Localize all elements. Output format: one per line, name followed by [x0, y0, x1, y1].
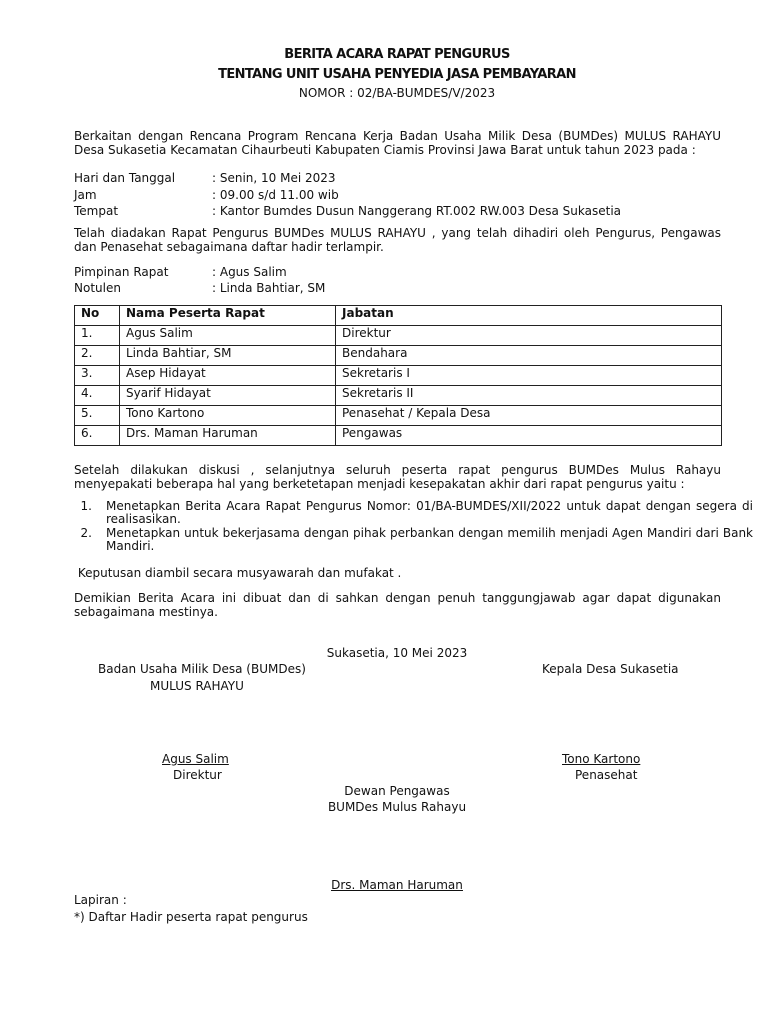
table-row: [75, 366, 722, 386]
cell-name: Agus Salim: [120, 326, 336, 346]
official-value-chair: : Agus Salim: [212, 265, 287, 279]
detail-label-time: Jam: [74, 188, 97, 202]
column-header-no: No: [75, 306, 120, 326]
closing-paragraph: Demikian Berita Acara ini dibuat dan di sahkan dengan penuh tanggungjawab agar dapat digunakan sebagaimana mestinya.: [74, 591, 721, 619]
list-item: [80, 526, 753, 553]
left-signatory-role: Direktur: [173, 768, 222, 782]
cell-no: 3.: [75, 366, 120, 386]
official-label-notulen: Notulen: [74, 281, 121, 295]
decision-text: Menetapkan Berita Acara Rapat Pengurus Nomor: 01/BA-BUMDES/XII/2022 untuk dapat dengan segera di realisasikan.: [106, 499, 753, 526]
cell-position: Sekretaris II: [336, 386, 722, 406]
column-header-name: Nama Peserta Rapat: [120, 306, 336, 326]
center-signatory-name-text: Drs. Maman Haruman: [331, 878, 463, 892]
list-item: [80, 499, 753, 526]
cell-position: Direktur: [336, 326, 722, 346]
cell-no: 5.: [75, 406, 120, 426]
cell-position: Penasehat / Kepala Desa: [336, 406, 722, 426]
table-row: [75, 406, 722, 426]
cell-position: Bendahara: [336, 346, 722, 366]
detail-value-date: : Senin, 10 Mei 2023: [212, 171, 336, 185]
detail-value-place: : Kantor Bumdes Dusun Nanggerang RT.002 RW.003 Desa Sukasetia: [212, 204, 622, 218]
left-signatory-name: Agus Salim: [162, 752, 229, 766]
cell-no: 6.: [75, 426, 120, 446]
cell-name: Drs. Maman Haruman: [120, 426, 336, 446]
attendance-paragraph: Telah diadakan Rapat Pengurus BUMDes MULUS RAHAYU , yang telah dihadiri oleh Pengurus, Pengawas dan Penasehat sebagaimana daftar hadir terlampir.: [74, 226, 721, 254]
decision-text: Menetapkan untuk bekerjasama dengan pihak perbankan dengan memilih menjadi Agen Mandiri dari Bank Mandiri.: [106, 526, 753, 553]
intro-paragraph: Berkaitan dengan Rencana Program Rencana Kerja Badan Usaha Milik Desa (BUMDes) MULUS RAHAYU Desa Sukasetia Kecamatan Cihaurbeuti Kabupaten Ciamis Provinsi Jawa Barat untuk tahun 2023 pada :: [74, 129, 721, 157]
cell-name: Tono Kartono: [120, 406, 336, 426]
table-header-row: [75, 306, 722, 326]
cell-position: Sekretaris I: [336, 366, 722, 386]
discussion-paragraph: Setelah dilakukan diskusi , selanjutnya seluruh peserta rapat pengurus BUMDes Mulus Rahayu menyepakati beberapa hal yang berketetapan menjadi kesepakatan akhir dari rapat pengurus yaitu :: [74, 463, 721, 491]
center-org-line2: BUMDes Mulus Rahayu: [327, 800, 467, 814]
cell-position: Pengawas: [336, 426, 722, 446]
right-signatory-role: Penasehat: [575, 768, 638, 782]
document-number: NOMOR : 02/BA-BUMDES/V/2023: [298, 86, 496, 100]
cell-no: 2.: [75, 346, 120, 366]
cell-name: Syarif Hidayat: [120, 386, 336, 406]
cell-no: 1.: [75, 326, 120, 346]
cell-name: Linda Bahtiar, SM: [120, 346, 336, 366]
document-subtitle: TENTANG UNIT USAHA PENYEDIA JASA PEMBAYARAN: [218, 67, 576, 82]
participants-table: [74, 305, 722, 446]
table-row: [75, 426, 722, 446]
attachment-item: *) Daftar Hadir peserta rapat pengurus: [74, 910, 308, 924]
document-title: BERITA ACARA RAPAT PENGURUS: [284, 47, 510, 62]
left-org-line2: MULUS RAHAYU: [150, 679, 244, 693]
cell-name: Asep Hidayat: [120, 366, 336, 386]
official-label-chair: Pimpinan Rapat: [74, 265, 169, 279]
table-row: [75, 386, 722, 406]
right-org: Kepala Desa Sukasetia: [542, 662, 679, 676]
table-row: [75, 326, 722, 346]
detail-label-date: Hari dan Tanggal: [74, 171, 176, 185]
decision-number: 1.: [80, 499, 92, 513]
official-value-notulen: : Linda Bahtiar, SM: [212, 281, 326, 295]
right-signatory-name: Tono Kartono: [562, 752, 641, 766]
center-signatory-name: [0, 877, 768, 893]
table-row: [75, 346, 722, 366]
decision-number: 2.: [80, 526, 92, 540]
detail-label-place: Tempat: [74, 204, 119, 218]
column-header-position: Jabatan: [336, 306, 722, 326]
detail-value-time: : 09.00 s/d 11.00 wib: [212, 188, 339, 202]
cell-no: 4.: [75, 386, 120, 406]
place-date: Sukasetia, 10 Mei 2023: [326, 646, 468, 660]
attachment-label: Lapiran :: [74, 893, 127, 907]
left-org-line1: Badan Usaha Milik Desa (BUMDes): [98, 662, 306, 676]
consensus-text: Keputusan diambil secara musyawarah dan mufakat .: [74, 566, 402, 580]
center-org-line1: Dewan Pengawas: [344, 784, 450, 798]
decision-list: [74, 500, 753, 554]
